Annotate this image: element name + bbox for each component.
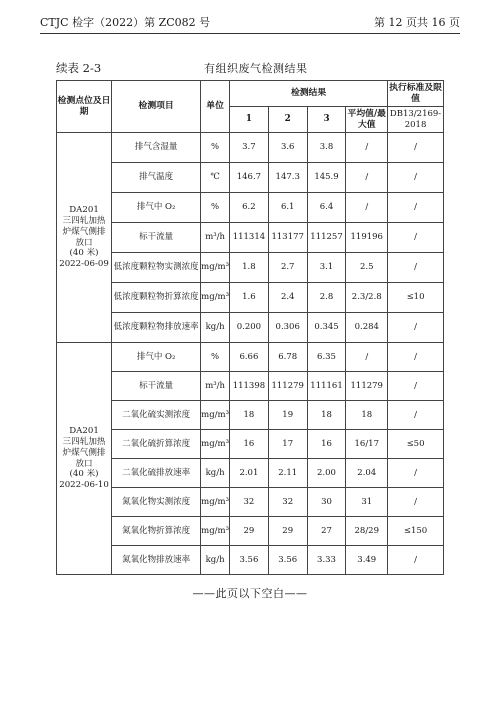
average-cell: / (346, 343, 388, 372)
limit-cell: / (388, 253, 444, 283)
item-cell: 标干流量 (112, 372, 201, 401)
value-2-cell: 29 (268, 517, 307, 546)
unit-cell: mg/m³ (201, 430, 230, 459)
table-row (57, 283, 444, 313)
average-cell: 16/17 (346, 430, 388, 459)
header-location: 检测点位及日期 (57, 81, 112, 133)
value-1-cell: 111398 (230, 372, 269, 401)
value-2-cell: 6.1 (268, 193, 307, 223)
average-cell: / (346, 133, 388, 163)
table-row (57, 546, 444, 575)
limit-cell: / (388, 488, 444, 517)
item-cell: 排气含湿量 (112, 133, 201, 163)
value-2-cell: 19 (268, 401, 307, 430)
value-1-cell: 111314 (230, 223, 269, 253)
location-line: 三四轧加热 (62, 437, 106, 448)
header-average: 平均值/最大值 (346, 107, 388, 133)
average-cell: 2.04 (346, 459, 388, 488)
item-cell: 氮氧化物排放速率 (112, 546, 201, 575)
value-3-cell: 111257 (307, 223, 346, 253)
table-continued-label: 续表 2-3 (56, 61, 102, 75)
value-3-cell: 27 (307, 517, 346, 546)
value-3-cell: 18 (307, 401, 346, 430)
table-row (57, 163, 444, 193)
value-2-cell: 17 (268, 430, 307, 459)
item-cell: 标干流量 (112, 223, 201, 253)
header-results: 检测结果 (230, 81, 388, 107)
item-cell: 排气中 O₂ (112, 193, 201, 223)
average-cell: / (346, 163, 388, 193)
value-3-cell: 3.8 (307, 133, 346, 163)
average-cell: 18 (346, 401, 388, 430)
item-cell: 低浓度颗粒物排放速率 (112, 313, 201, 343)
average-cell: 111279 (346, 372, 388, 401)
report-number: CTJC 检字（2022）第 ZC082 号 (40, 16, 211, 29)
limit-cell: / (388, 459, 444, 488)
value-3-cell: 3.33 (307, 546, 346, 575)
table-row (57, 313, 444, 343)
item-cell: 低浓度颗粒物折算浓度 (112, 283, 201, 313)
average-cell: 2.5 (346, 253, 388, 283)
limit-cell: / (388, 343, 444, 372)
value-2-cell: 0.306 (268, 313, 307, 343)
value-3-cell: 0.345 (307, 313, 346, 343)
unit-cell: kg/h (201, 313, 230, 343)
value-2-cell: 32 (268, 488, 307, 517)
limit-cell: / (388, 163, 444, 193)
header-col-1: 1 (230, 107, 269, 133)
limit-cell: / (388, 133, 444, 163)
header-standard-code: DB13/2169-2018 (388, 107, 444, 133)
header-col-2: 2 (268, 107, 307, 133)
item-cell: 排气中 O₂ (112, 343, 201, 372)
location-line: 炉煤气侧排 (62, 226, 106, 237)
value-3-cell: 111161 (307, 372, 346, 401)
item-cell: 二氧化硫实测浓度 (112, 401, 201, 430)
table-row (57, 459, 444, 488)
unit-cell: m³/h (201, 223, 230, 253)
average-cell: / (346, 193, 388, 223)
table-row (57, 343, 444, 372)
value-2-cell: 2.7 (268, 253, 307, 283)
location-line: 2022-06-10 (59, 479, 109, 490)
value-1-cell: 6.2 (230, 193, 269, 223)
average-cell: 0.284 (346, 313, 388, 343)
item-cell: 二氧化硫排放速率 (112, 459, 201, 488)
average-cell: 119196 (346, 223, 388, 253)
unit-cell: % (201, 133, 230, 163)
value-1-cell: 146.7 (230, 163, 269, 193)
table-subheading (56, 60, 460, 76)
unit-cell: ℃ (201, 163, 230, 193)
unit-cell: mg/m³ (201, 488, 230, 517)
page-number: 第 12 页共 16 页 (374, 16, 460, 29)
value-3-cell: 30 (307, 488, 346, 517)
location-line: 炉煤气侧排 (62, 447, 106, 458)
item-cell: 氮氧化物实测浓度 (112, 488, 201, 517)
value-1-cell: 3.56 (230, 546, 269, 575)
location-line: 放口 (75, 458, 93, 469)
location-cell (57, 133, 112, 343)
header-unit: 单位 (201, 81, 230, 133)
value-1-cell: 29 (230, 517, 269, 546)
value-3-cell: 2.8 (307, 283, 346, 313)
location-line: (40 米) (69, 469, 99, 480)
value-2-cell: 3.6 (268, 133, 307, 163)
item-cell: 二氧化硫折算浓度 (112, 430, 201, 459)
limit-cell: / (388, 372, 444, 401)
unit-cell: mg/m³ (201, 517, 230, 546)
value-1-cell: 6.66 (230, 343, 269, 372)
table-body (57, 133, 444, 575)
table-row (57, 223, 444, 253)
page-header (40, 14, 460, 34)
unit-cell: mg/m³ (201, 253, 230, 283)
value-1-cell: 16 (230, 430, 269, 459)
value-2-cell: 3.56 (268, 546, 307, 575)
table-row (57, 401, 444, 430)
header-col-3: 3 (307, 107, 346, 133)
value-1-cell: 2.01 (230, 459, 269, 488)
table-row (57, 488, 444, 517)
emission-results-table (56, 80, 444, 575)
table-row (57, 372, 444, 401)
unit-cell: % (201, 193, 230, 223)
item-cell: 排气温度 (112, 163, 201, 193)
table-row (57, 430, 444, 459)
table-row (57, 193, 444, 223)
value-3-cell: 145.9 (307, 163, 346, 193)
average-cell: 2.3/2.8 (346, 283, 388, 313)
value-2-cell: 111279 (268, 372, 307, 401)
limit-cell: / (388, 546, 444, 575)
limit-cell: / (388, 401, 444, 430)
limit-cell: / (388, 223, 444, 253)
value-2-cell: 6.78 (268, 343, 307, 372)
average-cell: 31 (346, 488, 388, 517)
limit-cell: ≤150 (388, 517, 444, 546)
value-2-cell: 2.11 (268, 459, 307, 488)
value-3-cell: 3.1 (307, 253, 346, 283)
value-2-cell: 147.3 (268, 163, 307, 193)
header-item: 检测项目 (112, 81, 201, 133)
header-standard: 执行标准及限值 (388, 81, 444, 107)
value-2-cell: 113177 (268, 223, 307, 253)
unit-cell: m³/h (201, 372, 230, 401)
limit-cell: ≤50 (388, 430, 444, 459)
limit-cell: ≤10 (388, 283, 444, 313)
location-line: DA201 (69, 426, 99, 437)
unit-cell: kg/h (201, 459, 230, 488)
limit-cell: / (388, 193, 444, 223)
value-1-cell: 18 (230, 401, 269, 430)
item-cell: 低浓度颗粒物实测浓度 (112, 253, 201, 283)
location-line: 三四轧加热 (62, 216, 106, 227)
table-row (57, 517, 444, 546)
value-1-cell: 1.8 (230, 253, 269, 283)
value-1-cell: 1.6 (230, 283, 269, 313)
location-line: DA201 (69, 205, 99, 216)
unit-cell: mg/m³ (201, 401, 230, 430)
table-row (57, 253, 444, 283)
value-2-cell: 2.4 (268, 283, 307, 313)
item-cell: 氮氧化物折算浓度 (112, 517, 201, 546)
location-cell (57, 343, 112, 575)
value-1-cell: 0.200 (230, 313, 269, 343)
average-cell: 28/29 (346, 517, 388, 546)
location-line: 2022-06-09 (59, 258, 109, 269)
location-line: (40 米) (69, 248, 99, 259)
table-title: 有组织废气检测结果 (204, 62, 308, 75)
location-line: 放口 (75, 237, 93, 248)
value-3-cell: 16 (307, 430, 346, 459)
average-cell: 3.49 (346, 546, 388, 575)
value-3-cell: 6.4 (307, 193, 346, 223)
limit-cell: / (388, 313, 444, 343)
unit-cell: kg/h (201, 546, 230, 575)
value-1-cell: 32 (230, 488, 269, 517)
unit-cell: % (201, 343, 230, 372)
unit-cell: mg/m³ (201, 283, 230, 313)
value-1-cell: 3.7 (230, 133, 269, 163)
value-3-cell: 6.35 (307, 343, 346, 372)
blank-page-note: ——此页以下空白—— (192, 587, 308, 600)
value-3-cell: 2.00 (307, 459, 346, 488)
table-row (57, 133, 444, 163)
